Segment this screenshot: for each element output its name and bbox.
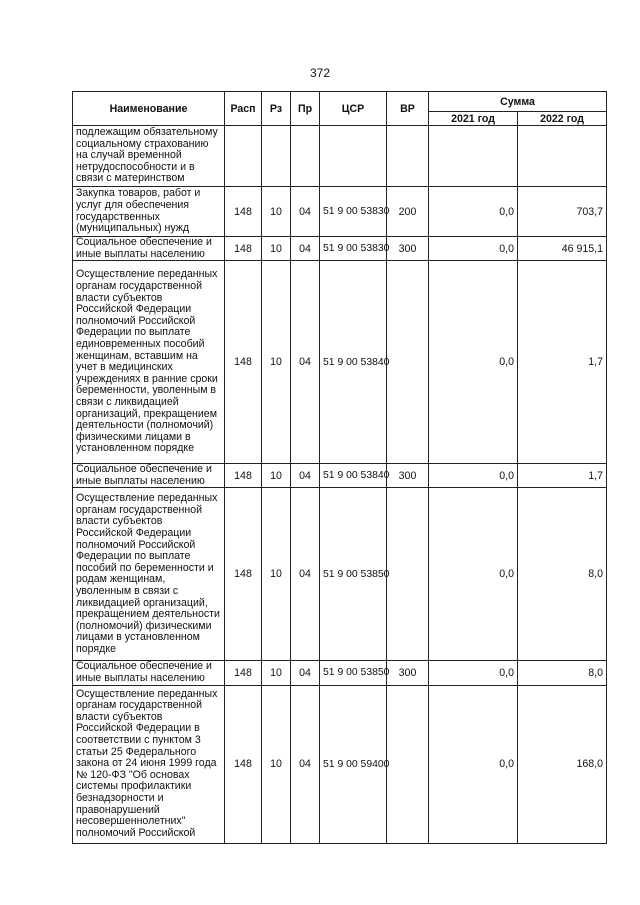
row-csr [320,126,387,187]
table-row [73,261,607,464]
row-rz: 10 [262,237,291,261]
row-rz: 10 [262,261,291,464]
row-sum-2022 [518,126,607,187]
row-name: Социальное обеспечение и иные выплаты населению [73,661,225,685]
header-year-2022: 2022 год [518,112,607,126]
table-row [73,237,607,261]
row-name: Осуществление переданных органам государственной власти субъектов Российской Федерации в соответствии с пунктом 3 статьи 25 Федерального закона от 24 июня 1999 года № 120-ФЗ "Об основах системы профилактики безнадзорности и правонарушений несовершеннолетних" полномочий Российской [73,685,225,843]
header-csr: ЦСР [320,92,387,126]
row-rz: 10 [262,488,291,661]
budget-table [72,91,607,844]
row-csr: 51 9 00 53830 [320,237,387,261]
row-sum-2021 [429,126,518,187]
header-vr: ВР [387,92,429,126]
row-pr: 04 [291,661,320,685]
header-rasp: Расп [225,92,262,126]
row-vr: 300 [387,661,429,685]
row-vr: 300 [387,237,429,261]
row-pr: 04 [291,261,320,464]
row-name: Осуществление переданных органам государственной власти субъектов Российской Федерации полномочий Российской Федерации по выплате единовременных пособий женщинам, вставшим на учет в медицинских учреждениях в ранние сроки беременности, уволенным в связи с ликвидацией организаций, прекращением деятельности (полномочий) физическими лицами в установленном порядке [73,261,225,464]
row-name: Социальное обеспечение и иные выплаты населению [73,237,225,261]
row-sum-2022: 703,7 [518,187,607,237]
row-rz: 10 [262,187,291,237]
row-vr [387,685,429,843]
row-rasp: 148 [225,685,262,843]
row-rasp [225,126,262,187]
row-sum-2022: 8,0 [518,661,607,685]
header-year-2021: 2021 год [429,112,518,126]
row-rz [262,126,291,187]
table-row [73,661,607,685]
row-csr: 51 9 00 53830 [320,187,387,237]
row-name: Закупка товаров, работ и услуг для обеспечения государственных (муниципальных) нужд [73,187,225,237]
row-sum-2021: 0,0 [429,237,518,261]
row-rasp: 148 [225,488,262,661]
row-sum-2021: 0,0 [429,261,518,464]
row-sum-2022: 1,7 [518,464,607,488]
row-vr [387,261,429,464]
row-rasp: 148 [225,661,262,685]
row-csr: 51 9 00 59400 [320,685,387,843]
row-pr: 04 [291,187,320,237]
table-row [73,126,607,187]
row-pr: 04 [291,237,320,261]
row-pr: 04 [291,488,320,661]
row-csr: 51 9 00 53840 [320,464,387,488]
row-rasp: 148 [225,237,262,261]
row-sum-2022: 46 915,1 [518,237,607,261]
table-body [73,126,607,844]
row-rasp: 148 [225,261,262,464]
row-rz: 10 [262,685,291,843]
row-rz: 10 [262,661,291,685]
row-rz: 10 [262,464,291,488]
table-row [73,488,607,661]
header-pr: Пр [291,92,320,126]
table-row [73,187,607,237]
row-sum-2022: 8,0 [518,488,607,661]
row-pr [291,126,320,187]
row-csr: 51 9 00 53850 [320,661,387,685]
table-row [73,685,607,843]
row-sum-2022: 168,0 [518,685,607,843]
header-sum: Сумма [429,92,607,112]
row-pr: 04 [291,464,320,488]
row-vr: 200 [387,187,429,237]
row-pr: 04 [291,685,320,843]
row-csr: 51 9 00 53840 [320,261,387,464]
row-vr [387,488,429,661]
row-sum-2021: 0,0 [429,464,518,488]
row-name: Осуществление переданных органам государственной власти субъектов Российской Федерации полномочий Российской Федерации по выплате пособий по беременности и родам женщинам, уволенным в связи с ликвидацией организаций, прекращением деятельности (полномочий) физическими лицами в установленном порядке [73,488,225,661]
row-vr: 300 [387,464,429,488]
row-sum-2021: 0,0 [429,488,518,661]
row-sum-2021: 0,0 [429,661,518,685]
row-csr: 51 9 00 53850 [320,488,387,661]
row-sum-2022: 1,7 [518,261,607,464]
row-sum-2021: 0,0 [429,187,518,237]
row-vr [387,126,429,187]
row-name: подлежащим обязательному социальному страхованию на случай временной нетрудоспособности и в связи с материнством [73,126,225,187]
header-name: Наименование [73,92,225,126]
row-rasp: 148 [225,464,262,488]
row-sum-2021: 0,0 [429,685,518,843]
row-rasp: 148 [225,187,262,237]
table-row [73,464,607,488]
page-number: 372 [309,66,331,80]
header-rz: Рз [262,92,291,126]
row-name: Социальное обеспечение и иные выплаты населению [73,464,225,488]
